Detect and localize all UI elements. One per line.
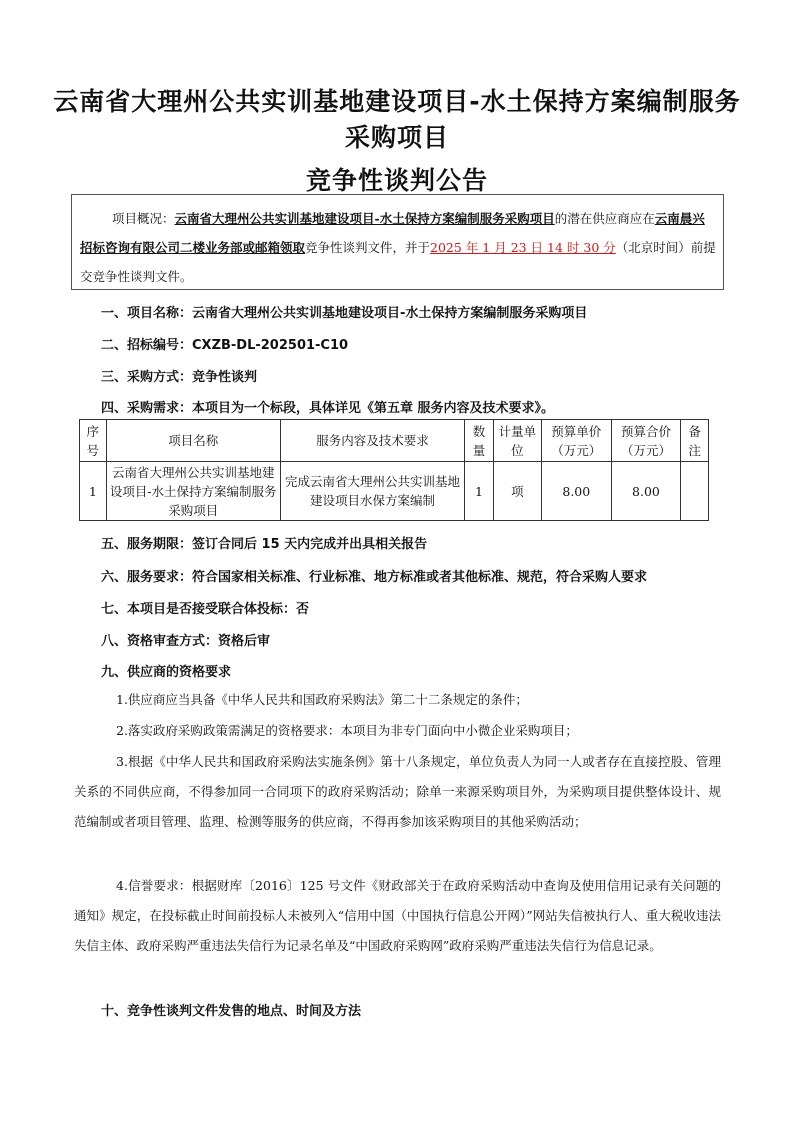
- summary-text-3: （北京时间）前提交竞争性谈判文件。: [80, 240, 716, 284]
- table-header-cell: 序号: [80, 420, 107, 462]
- section-consortium: 七、本项目是否接受联合体投标：否: [101, 602, 310, 617]
- table-cell: 8.00: [611, 462, 681, 521]
- document-title-line1: 云南省大理州公共实训基地建设项目-水土保持方案编制服务: [53, 87, 741, 116]
- table-header-cell: 预算合价（万元）: [611, 420, 681, 462]
- table-header-cell: 预算单价（万元）: [541, 420, 611, 462]
- table-cell: 项: [493, 462, 541, 521]
- table-cell: 云南省大理州公共实训基地建设项目-水土保持方案编制服务采购项目: [106, 462, 280, 521]
- table-header-cell: 服务内容及技术要求: [280, 420, 464, 462]
- summary-location: 云南晨兴招标咨询有限公司二楼业务部或邮箱领取: [80, 211, 705, 255]
- table-header-row: [80, 420, 709, 462]
- requirement-item-3: 3.根据《中华人民共和国政府采购法实施条例》第十八条规定，单位负责人为同一人或者存在直接控股、管理关系的不同供应商，不得参加同一合同项下的政府采购活动；除单一来源采购项目外，为采购项目提供整体设计、规范编制或者项目管理、监理、检测等服务的供应商，不得再参加该采购项目的其他采购活动；: [74, 754, 721, 829]
- summary-text-2: 竞争性谈判文件，并于: [305, 240, 431, 255]
- summary-lead: 项目概况：: [112, 211, 175, 226]
- document-title-line2: 采购项目: [344, 123, 449, 152]
- section-procurement-needs: 四、采购需求：本项目为一个标段，具体详见《第五章 服务内容及技术要求》。: [101, 401, 555, 416]
- table-cell: 8.00: [541, 462, 611, 521]
- requirements-table: [79, 419, 709, 521]
- section-document-sale: 十、竞争性谈判文件发售的地点、时间及方法: [101, 1004, 362, 1019]
- document-subtitle: 竞争性谈判公告: [305, 166, 488, 195]
- table-header-cell: 项目名称: [106, 420, 280, 462]
- requirement-item-4: 4.信誉要求：根据财库〔2016〕125 号文件《财政部关于在政府采购活动中查询及使用信用记录有关问题的通知》规定，在投标截止时间前投标人未被列入“信用中国（中国执行信息公开网）”网站失信被执行人、重大税收违法失信主体、政府采购严重违法失信行为记录名单及“中国政府采购网”政府采购严重违法失信行为信息记录。: [74, 878, 721, 953]
- section-service-period: 五、服务期限：签订合同后 15 天内完成并出具相关报告: [101, 537, 428, 552]
- table-header-cell: 数量: [465, 420, 494, 462]
- section-service-requirements: 六、服务要求：符合国家相关标准、行业标准、地方标准或者其他标准、规范，符合采购人要求: [101, 570, 648, 585]
- summary-project-name: 云南省大理州公共实训基地建设项目-水土保持方案编制服务采购项目: [174, 211, 555, 226]
- table-header-cell: 备注: [681, 420, 709, 462]
- project-summary-box: [71, 194, 724, 290]
- table-cell: [681, 462, 709, 521]
- table-cell: 1: [80, 462, 107, 521]
- section-qualification-review: 八、资格审查方式：资格后审: [101, 634, 271, 649]
- table-cell: 1: [465, 462, 494, 521]
- section-bid-number: 二、招标编号：CXZB-DL-202501-C10: [101, 338, 349, 353]
- requirement-item-1: 1.供应商应当具备《中华人民共和国政府采购法》第二十二条规定的条件；: [116, 692, 528, 707]
- section-project-name: 一、项目名称：云南省大理州公共实训基地建设项目-水土保持方案编制服务采购项目: [101, 306, 588, 321]
- table-header-cell: 计量单位: [493, 420, 541, 462]
- table-cell: 完成云南省大理州公共实训基地建设项目水保方案编制: [280, 462, 464, 521]
- section-supplier-qualifications: 九、供应商的资格要求: [101, 665, 232, 680]
- requirement-item-2: 2.落实政府采购政策需满足的资格要求：本项目为非专门面向中小微企业采购项目；: [116, 723, 578, 738]
- summary-text-1: 的潜在供应商应在: [554, 211, 655, 226]
- section-procurement-method: 三、采购方式：竞争性谈判: [101, 370, 258, 385]
- table-row: [80, 462, 709, 521]
- summary-deadline: 2025 年 1 月 23 日 14 时 30 分: [430, 240, 616, 255]
